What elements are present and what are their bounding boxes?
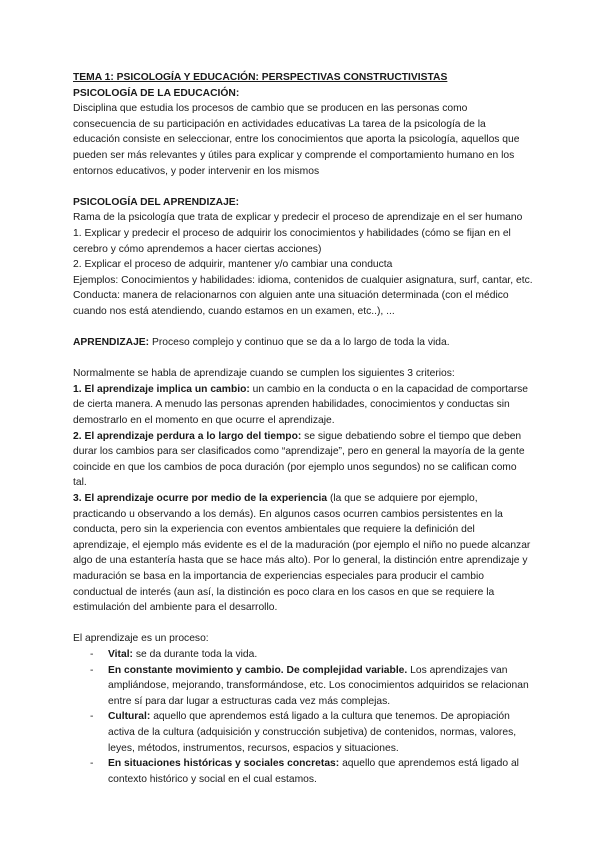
paragraph-aprendizaje-item-2: 2. Explicar el proceso de adquirir, mantener y/o cambiar una conducta (73, 259, 393, 271)
list-item (73, 756, 533, 787)
dash-bullet: - (90, 664, 94, 676)
dash-bullet: - (90, 758, 94, 770)
list-item (73, 647, 533, 663)
criterion-2-title: 2. El aprendizaje perdura a lo largo del tiempo: (73, 430, 302, 442)
criterion-1 (73, 382, 533, 429)
paragraph-process-intro: El aprendizaje es un proceso: (73, 633, 209, 645)
document-page (73, 70, 533, 787)
list-item-title: En constante movimiento y cambio. De complejidad variable. (108, 664, 408, 676)
process-list (73, 647, 533, 787)
criterion-2-text: se sigue debatiendo sobre el tiempo que deben durar los cambios para ser clasificados como “aprendizaje”, pero en general la mayoría de la gente coincide en que los cambios de poca duración (por ejemplo unos segundos) no se califican como tal. (73, 430, 525, 489)
paragraph-aprendizaje-item-1: 1. Explicar y predecir el proceso de adquirir los conocimientos y habilidades (cómo se fijan en el cerebro y cómo aprendemos a hacer ciertas acciones) (73, 227, 511, 255)
list-item (73, 709, 533, 756)
paragraph-aprendizaje-examples: Ejemplos: Conocimientos y habilidades: idioma, contenidos de cualquier asignatura, surf, cantar, etc. Conducta: manera de relacionarnos con alguien ante una situación determinada (con el médico cuando nos está atendiendo, cuando estamos en un examen, etc..), ... (73, 274, 533, 317)
paragraph-aprendizaje-intro: Rama de la psicología que trata de explicar y predecir el proceso de aprendizaje en el ser humano (73, 212, 523, 224)
list-item-text: Los aprendizajes van ampliándose, mejorando, transformándose, etc. Los conocimientos adquiridos se relacionan entre sí para dar lugar a estructuras cada vez más complejas. (108, 664, 529, 707)
list-item-text: aquello que aprendemos está ligado a la cultura que tenemos. De apropiación activa de la cultura (adquisición y construcción subjetiva) de contenidos, normas, valores, leyes, métodos, instrumentos, recursos, espacios y situaciones. (108, 711, 517, 754)
criterion-3-text: (la que se adquiere por ejemplo, practicando u observando a los demás). En algunos casos ocurren cambios persistentes en la conducta, pero sin la experiencia con eventos ambientales que requiere la definición del aprendizaje, el ejemplo más evidente es el de la maduración (por ejemplo el niño no puede alcanzar algo de una estantería hasta que se hace más alto). Por lo general, la distinción entre aprendizaje y maduración se basa en la importancia de experiencias especiales para producir el cambio conductual de interés (aun así, la distinción es poco clara en los casos en que se requiere la estimulación del ambiente para el desarrollo. (73, 493, 531, 614)
list-item (73, 663, 533, 710)
dash-bullet: - (90, 648, 94, 660)
section-heading-aprendizaje: PSICOLOGÍA DEL APRENDIZAJE: (73, 196, 240, 208)
paragraph-educacion: Disciplina que estudia los procesos de cambio que se producen en las personas como consecuencia de su participación en actividades educativas La tarea de la psicología de la educación consiste en seleccionar, entre los conocimientos que aporta la psicología, aquellos que pueden ser más relevantes y útiles para explicar y comprende el comportamiento humano en los entornos educativos, y poder intervenir en los mismos (73, 103, 520, 177)
criterion-1-text: un cambio en la conducta o en la capacidad de comportarse de cierta manera. A menudo las personas aprenden habilidades, conocimientos y conductas sin demostrarlo en el momento en que ocurre el aprendizaje. (73, 383, 529, 427)
document-title: TEMA 1: PSICOLOGÍA Y EDUCACIÓN: PERSPECTIVAS CONSTRUCTIVISTAS (73, 72, 448, 83)
term-aprendizaje: APRENDIZAJE: (73, 337, 150, 349)
list-item-title: En situaciones históricas y sociales concretas: (108, 758, 340, 770)
list-item-text: se da durante toda la vida. (133, 648, 258, 660)
definition-aprendizaje: Proceso complejo y continuo que se da a lo largo de toda la vida. (149, 337, 450, 349)
paragraph-aprendizaje-definition (73, 335, 533, 351)
criterion-1-title: 1. El aprendizaje implica un cambio: (73, 383, 250, 395)
criterion-2 (73, 429, 533, 491)
paragraph-criteria-intro: Normalmente se habla de aprendizaje cuando se cumplen los siguientes 3 criterios: (73, 368, 455, 380)
dash-bullet: - (90, 711, 94, 723)
list-item-text: aquello que aprendemos está ligado al contexto histórico y social en el cual estamos. (108, 758, 519, 785)
section-heading-educacion: PSICOLOGÍA DE LA EDUCACIÓN: (73, 87, 240, 99)
criterion-3 (73, 491, 533, 616)
list-item-title: Cultural: (108, 711, 151, 723)
criterion-3-title: 3. El aprendizaje ocurre por medio de la experiencia (73, 493, 328, 505)
list-item-title: Vital: (108, 648, 133, 660)
